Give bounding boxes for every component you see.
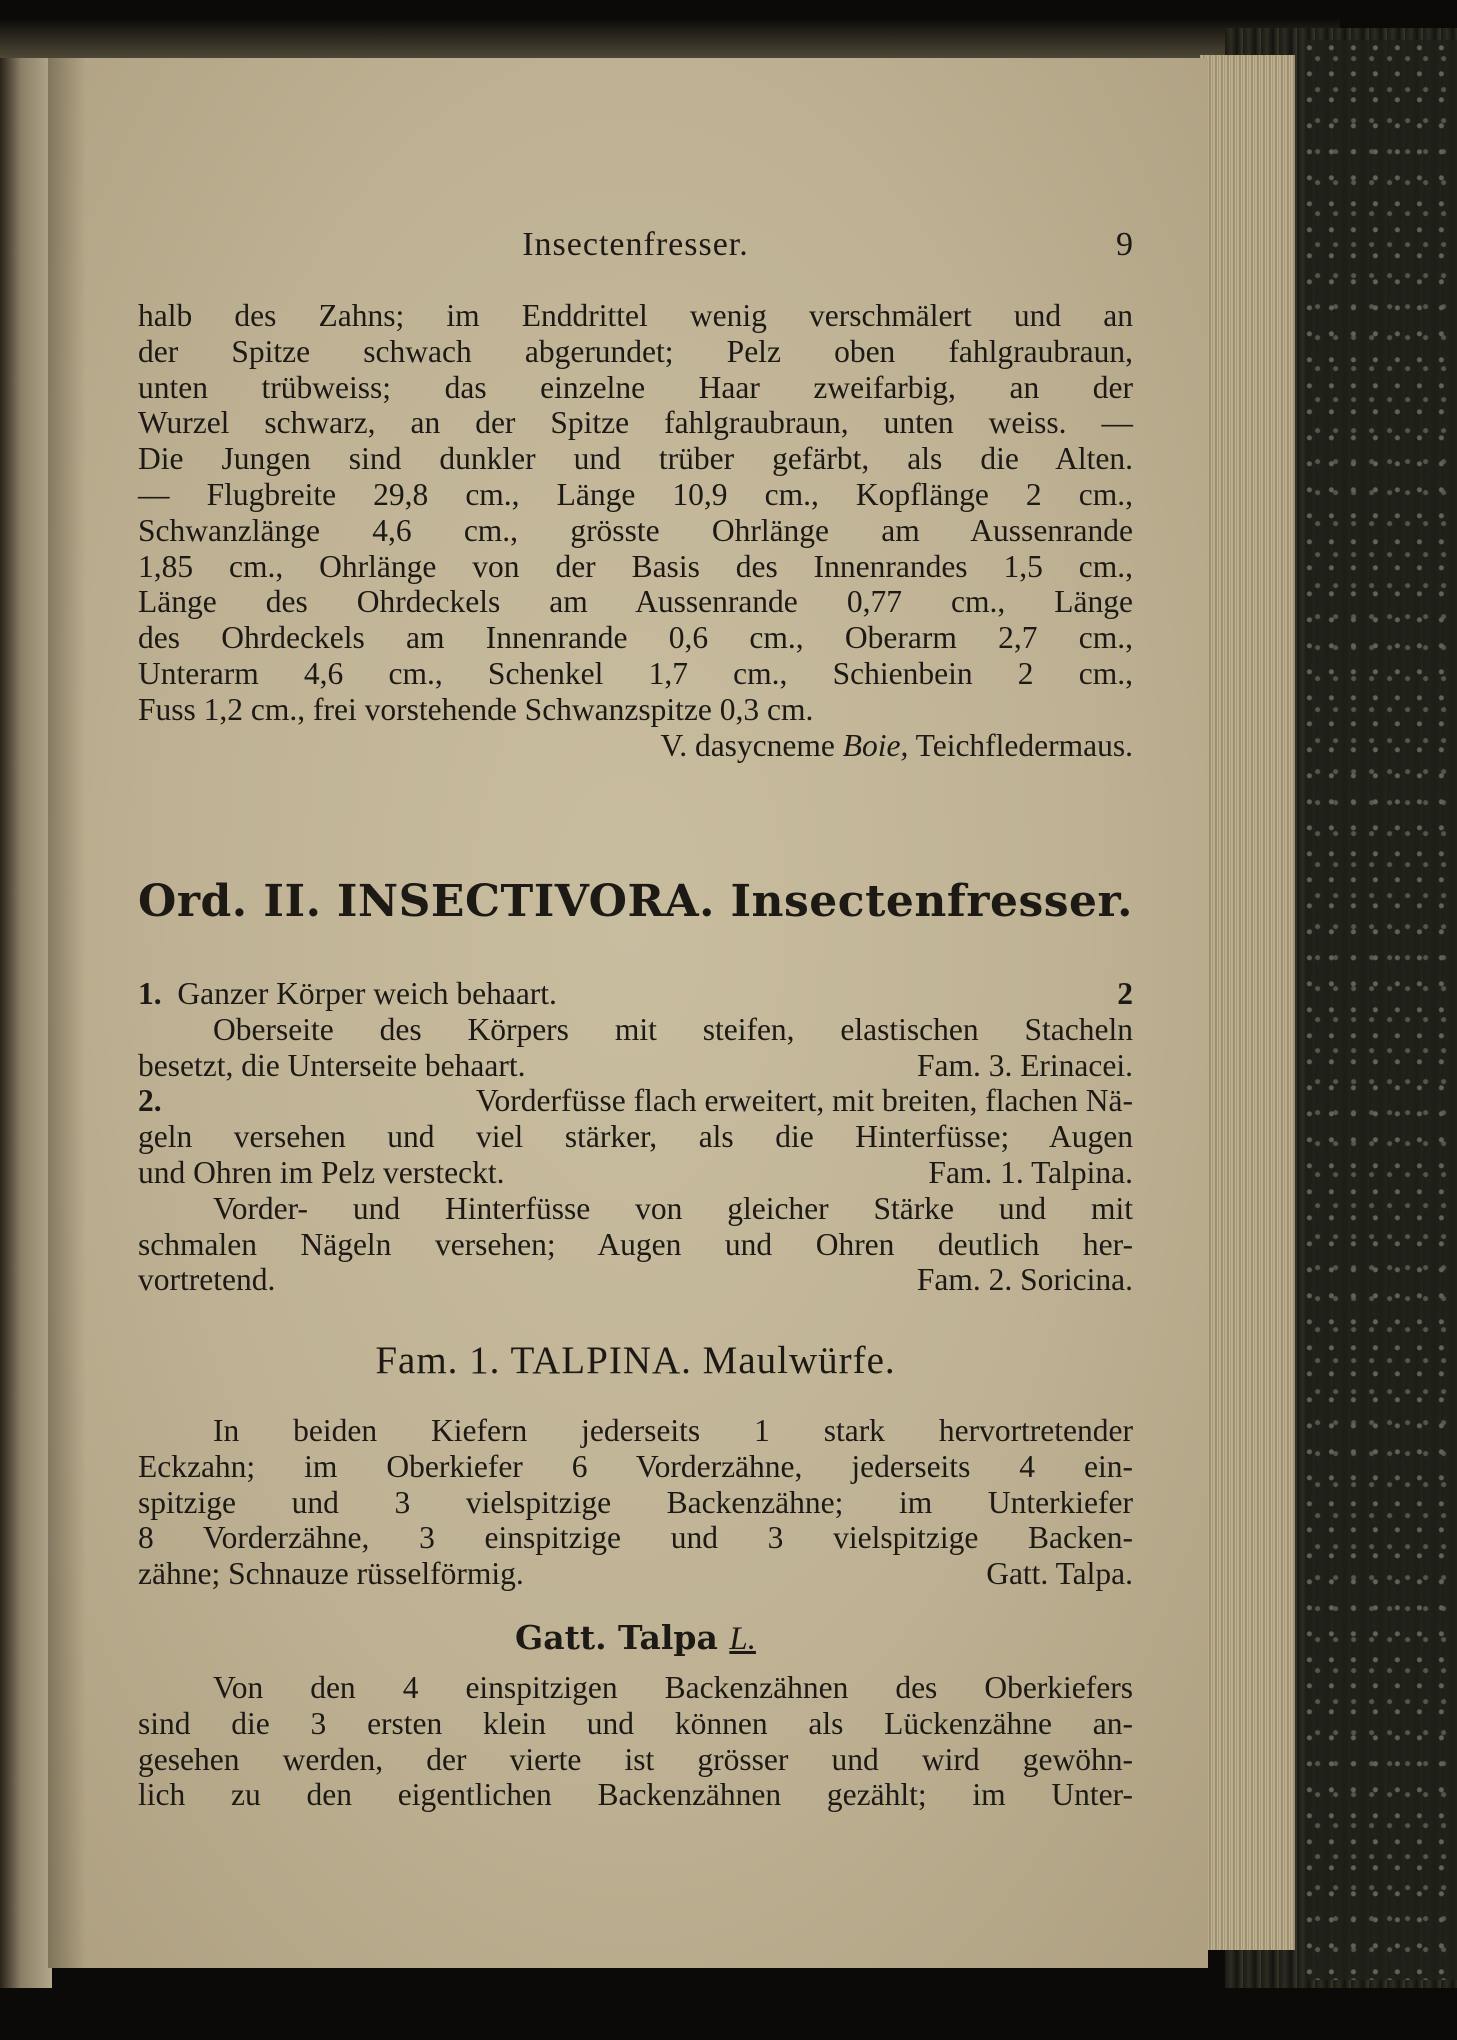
text-line: Von den 4 einspitzigen Backenzähnen des Oberkiefers — [213, 1670, 1133, 1705]
text-line: sind die 3 ersten klein und können als Lückenzähne an- — [138, 1705, 1133, 1741]
key-line: Vorder- und Hinterfüsse von gleicher Stärke und mit — [213, 1190, 1133, 1226]
key-reference: Fam. 3. Erinacei. — [916, 1047, 1133, 1083]
key-line — [138, 1155, 1133, 1191]
text-line: gesehen werden, der vierte ist grösser und wird gewöhn- — [138, 1741, 1133, 1777]
order-heading — [138, 876, 1133, 927]
key-reference: 2 — [1117, 976, 1133, 1011]
genus-reference: Gatt. Talpa. — [986, 1556, 1133, 1592]
text-line: — Flugbreite 29,8 cm., Länge 10,9 cm., Kopflänge 2 cm., — [138, 476, 1133, 512]
species-line — [138, 728, 1133, 764]
text-line: Wurzel schwarz, an der Spitze fahlgraubraun, unten weiss. — — [138, 405, 1133, 441]
key-line: schmalen Nägeln versehen; Augen und Ohren deutlich her- — [138, 1226, 1133, 1262]
text-line: der Spitze schwach abgerundet; Pelz oben fahlgraubraun, — [138, 333, 1133, 369]
key-line: geln versehen und viel stärker, als die Hinterfüsse; Augen — [138, 1119, 1133, 1155]
key-text: vortretend. — [138, 1262, 276, 1298]
species-author: Boie, — [842, 727, 909, 763]
marbled-cover — [1305, 40, 1457, 1980]
left-page-edge — [0, 58, 52, 1988]
order-common-name: Insectenfresser. — [730, 876, 1133, 927]
running-header — [138, 226, 1133, 266]
text-line: spitzige und 3 vielspitzige Backenzähne; im Unterkiefer — [138, 1484, 1133, 1520]
text-line: Die Jungen sind dunkler und trüber gefärbt, als die Alten. — [138, 441, 1133, 477]
key-text: Vorderfüsse flach erweitert, mit breiten, flachen Nä- — [475, 1083, 1133, 1119]
gutter-shadow — [48, 58, 86, 1968]
text-line: lich zu den eigentlichen Backenzähnen gezählt; im Unter- — [138, 1777, 1133, 1813]
key-line — [138, 1048, 1133, 1084]
genus-name: Gatt. Talpa — [515, 1618, 718, 1657]
paragraph-1 — [138, 298, 1133, 763]
text-line: Schwanzlänge 4,6 cm., grösste Ohrlänge am Aussenrande — [138, 512, 1133, 548]
key-text: besetzt, die Unterseite behaart. — [138, 1047, 526, 1083]
text-line: 8 Vorderzähne, 3 einspitzige und 3 vielspitzige Backen- — [138, 1520, 1133, 1556]
key-reference: Fam. 1. Talpina. — [928, 1154, 1133, 1190]
text-line: Unterarm 4,6 cm., Schenkel 1,7 cm., Schienbein 2 cm., — [138, 655, 1133, 691]
key-line — [138, 976, 1133, 1012]
key-number: 2. — [138, 1083, 162, 1119]
genus-author: L. — [729, 1621, 756, 1657]
species-name: V. dasycneme — [660, 727, 835, 763]
header-title: Insectenfresser. — [522, 226, 749, 263]
book-page — [48, 58, 1208, 1968]
family-heading: Fam. 1. TALPINA. Maulwürfe. — [375, 1339, 896, 1382]
key-line: Oberseite des Körpers mit steifen, elastischen Stacheln — [213, 1011, 1133, 1047]
text-line: Eckzahn; im Oberkiefer 6 Vorderzähne, jederseits 4 ein- — [138, 1448, 1133, 1484]
text-fragment: zähne; Schnauze rüsselförmig. — [138, 1556, 524, 1592]
paragraph-2 — [138, 1413, 1133, 1592]
genus-heading — [138, 1618, 1133, 1658]
text-line: Länge des Ohrdeckels am Aussenrande 0,77 cm., Länge — [138, 584, 1133, 620]
order-name: INSECTIVORA. — [336, 876, 716, 927]
species-common-name: Teichfledermaus. — [915, 727, 1133, 763]
text-line: In beiden Kiefern jederseits 1 stark hervortretender — [213, 1413, 1133, 1448]
paragraph-3 — [138, 1670, 1133, 1813]
order-number: Ord. II. — [138, 876, 322, 927]
text-line: unten trübweiss; das einzelne Haar zweifarbig, an der — [138, 369, 1133, 405]
text-line: Fuss 1,2 cm., frei vorstehende Schwanzspitze 0,3 cm. — [138, 691, 814, 727]
key-reference: Fam. 2. Soricina. — [916, 1262, 1133, 1298]
key-text: Ganzer Körper weich behaart. — [177, 976, 557, 1011]
key-line — [138, 1262, 1133, 1298]
text-line: des Ohrdeckels am Innenrande 0,6 cm., Oberarm 2,7 cm., — [138, 620, 1133, 656]
key-line — [138, 1083, 1133, 1119]
page-number: 9 — [1116, 226, 1133, 263]
key-text: und Ohren im Pelz versteckt. — [138, 1154, 505, 1190]
text-line: 1,85 cm., Ohrlänge von der Basis des Innenrandes 1,5 cm., — [138, 548, 1133, 584]
identification-key — [138, 976, 1133, 1298]
key-number: 1. — [138, 976, 162, 1011]
page-stack-edge — [1200, 55, 1295, 1950]
text-line — [138, 1556, 1133, 1592]
text-line: halb des Zahns; im Enddrittel wenig verschmälert und an — [138, 298, 1133, 333]
